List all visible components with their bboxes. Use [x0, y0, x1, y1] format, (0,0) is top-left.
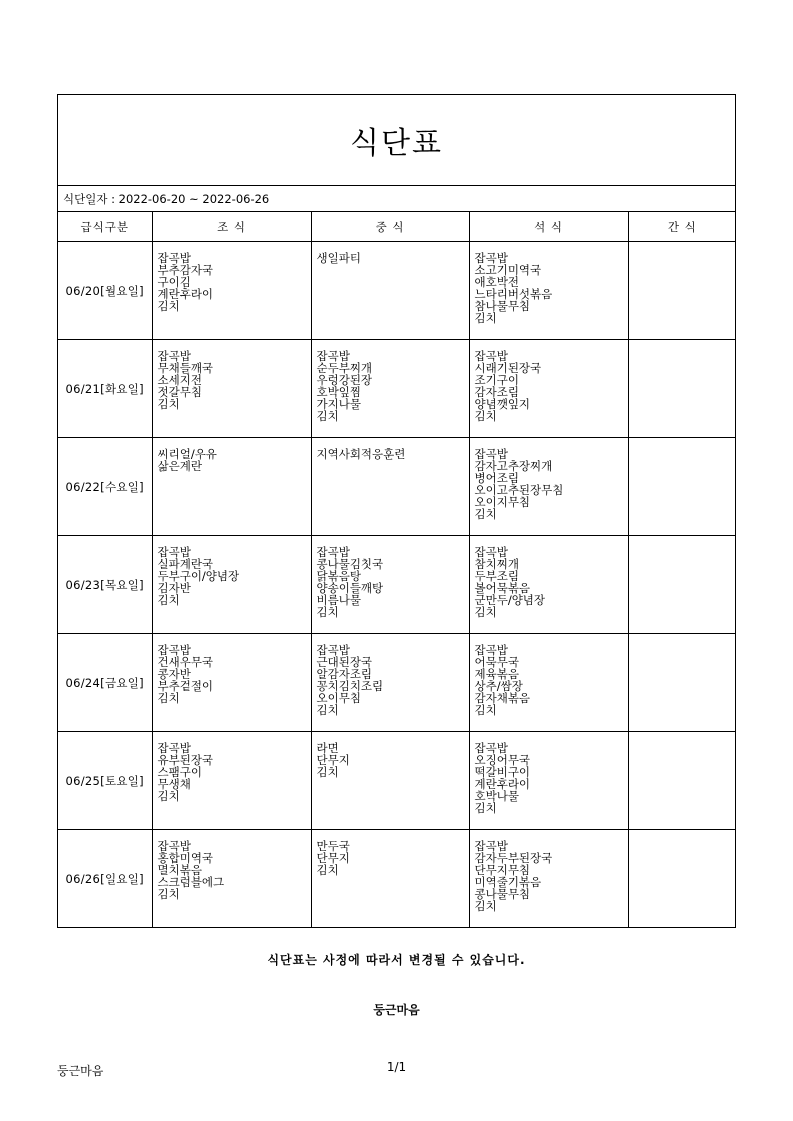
lunch-cell — [311, 732, 469, 830]
dish-list — [470, 732, 628, 814]
table-row — [58, 242, 736, 340]
dish-list — [153, 340, 311, 410]
snack-cell — [628, 340, 736, 438]
dish-list — [470, 830, 628, 912]
dish-item: 호박나물 — [474, 789, 519, 803]
dish-item: 김치 — [316, 863, 339, 877]
dish-item: 김치 — [474, 899, 497, 913]
dish-item: 무채들깨국 — [157, 361, 214, 375]
dish-item: 잡곡밥 — [157, 643, 191, 657]
dish-item: 잡곡밥 — [474, 545, 508, 559]
dinner-cell — [469, 732, 628, 830]
dish-item: 단무지 — [316, 851, 350, 865]
dish-item: 김치 — [316, 703, 339, 717]
dish-item: 잡곡밥 — [316, 545, 350, 559]
period-row — [58, 186, 735, 212]
dish-list — [470, 242, 628, 324]
dish-item: 김치 — [474, 507, 497, 521]
dish-list — [312, 438, 469, 460]
dish-list — [153, 242, 311, 312]
dish-item: 잡곡밥 — [474, 447, 508, 461]
dish-list — [312, 340, 469, 422]
table-header-row — [58, 212, 736, 242]
dish-item: 소고기미역국 — [474, 263, 542, 277]
breakfast-cell — [152, 634, 311, 732]
table-row — [58, 536, 736, 634]
dish-item: 잡곡밥 — [474, 251, 508, 265]
menu-sheet — [57, 94, 736, 928]
table-row — [58, 340, 736, 438]
dish-item: 어묵무국 — [474, 655, 519, 669]
dish-item: 잡곡밥 — [157, 741, 191, 755]
snack-cell — [628, 634, 736, 732]
dish-item: 스팸구이 — [157, 765, 202, 779]
dish-item: 김치 — [474, 605, 497, 619]
dish-item: 잡곡밥 — [157, 545, 191, 559]
dish-item: 김치 — [157, 789, 180, 803]
column-header-dinner: 석 식 — [469, 212, 628, 242]
dish-item: 단무지무침 — [474, 863, 531, 877]
date-cell: 06/24[금요일] — [58, 634, 152, 732]
dish-item: 감자조림 — [474, 385, 519, 399]
page-number: 1/1 — [386, 1060, 407, 1074]
dish-item: 시래기된장국 — [474, 361, 542, 375]
date-cell: 06/22[수요일] — [58, 438, 152, 536]
column-header-breakfast: 조 식 — [152, 212, 311, 242]
dinner-cell — [469, 438, 628, 536]
snack-cell — [628, 438, 736, 536]
dish-list — [153, 634, 311, 704]
lunch-cell — [311, 242, 469, 340]
page-title: 식단표 — [350, 126, 443, 161]
dish-list — [312, 634, 469, 716]
breakfast-cell — [152, 830, 311, 928]
dish-item: 오이무침 — [316, 691, 361, 705]
snack-cell — [628, 536, 736, 634]
dish-item: 두부조림 — [474, 569, 519, 583]
dish-list — [153, 830, 311, 900]
column-header-category: 급식구분 — [58, 212, 152, 242]
dish-item: 군만두/양념장 — [474, 593, 546, 607]
dish-item: 조기구이 — [474, 373, 519, 387]
breakfast-cell — [152, 536, 311, 634]
dish-item: 김자반 — [157, 581, 191, 595]
table-row — [58, 634, 736, 732]
dish-item: 병어조림 — [474, 471, 519, 485]
dish-item: 두부구이/양념장 — [157, 569, 240, 583]
lunch-cell — [311, 340, 469, 438]
dish-item: 감자채볶음 — [474, 691, 531, 705]
dish-item: 소세지전 — [157, 373, 202, 387]
table-row — [58, 830, 736, 928]
dish-item: 김치 — [474, 801, 497, 815]
dish-item: 스크럼블에그 — [157, 875, 225, 889]
table-row — [58, 732, 736, 830]
date-cell: 06/23[목요일] — [58, 536, 152, 634]
snack-cell — [628, 732, 736, 830]
breakfast-cell — [152, 438, 311, 536]
date-cell: 06/25[토요일] — [58, 732, 152, 830]
dish-item: 단무지 — [316, 753, 350, 767]
dish-item: 알감자조림 — [316, 667, 373, 681]
organization-name: 둥근마음 — [373, 1003, 420, 1017]
breakfast-cell — [152, 340, 311, 438]
dish-item: 잡곡밥 — [474, 839, 508, 853]
dish-item: 미역줄기볶음 — [474, 875, 542, 889]
dish-item: 구이김 — [157, 275, 191, 289]
dish-item: 젓갈무침 — [157, 385, 202, 399]
dish-item: 김치 — [157, 397, 180, 411]
dish-list — [470, 536, 628, 618]
dish-item: 참치찌개 — [474, 557, 519, 571]
dish-item: 부추겉절이 — [157, 679, 214, 693]
dish-list — [629, 438, 737, 448]
dish-item: 김치 — [157, 887, 180, 901]
dish-item: 김치 — [157, 691, 180, 705]
dish-item: 김치 — [316, 765, 339, 779]
dish-item: 생일파티 — [316, 251, 361, 265]
dish-item: 김치 — [474, 703, 497, 717]
dish-item: 닭볶음탕 — [316, 569, 361, 583]
dish-item: 라면 — [316, 741, 339, 755]
dish-item: 김치 — [157, 299, 180, 313]
dish-item: 콩자반 — [157, 667, 191, 681]
dish-item: 홍합미역국 — [157, 851, 214, 865]
dish-item: 김치 — [474, 311, 497, 325]
dish-item: 가지나물 — [316, 397, 361, 411]
breakfast-cell — [152, 732, 311, 830]
dish-item: 떡갈비구이 — [474, 765, 531, 779]
column-header-snack: 간 식 — [628, 212, 736, 242]
menu-table-body — [58, 242, 736, 928]
dish-item: 잡곡밥 — [474, 643, 508, 657]
dish-item: 부추감자국 — [157, 263, 214, 277]
table-row — [58, 438, 736, 536]
title-row — [58, 95, 735, 186]
breakfast-cell — [152, 242, 311, 340]
dish-item: 잡곡밥 — [157, 349, 191, 363]
dish-item: 김치 — [316, 409, 339, 423]
dish-item: 잡곡밥 — [474, 349, 508, 363]
dish-list — [153, 438, 311, 472]
dish-item: 볼어묵볶음 — [474, 581, 531, 595]
menu-table — [58, 212, 736, 927]
dinner-cell — [469, 830, 628, 928]
dish-item: 지역사회적응훈련 — [316, 447, 406, 461]
dish-item: 양념깻잎지 — [474, 397, 531, 411]
dish-list — [470, 438, 628, 520]
dish-item: 오징어무국 — [474, 753, 531, 767]
dish-list — [312, 732, 469, 778]
dish-list — [312, 536, 469, 618]
dish-item: 우렁강된장 — [316, 373, 373, 387]
footer-organization: 둥근마음 — [57, 1064, 104, 1078]
dinner-cell — [469, 242, 628, 340]
dish-item: 근대된장국 — [316, 655, 373, 669]
dish-list — [629, 732, 737, 742]
snack-cell — [628, 830, 736, 928]
date-cell: 06/26[일요일] — [58, 830, 152, 928]
dish-item: 오이고추된장무침 — [474, 483, 564, 497]
dish-list — [470, 340, 628, 422]
dish-item: 감자두부된장국 — [474, 851, 553, 865]
dinner-cell — [469, 340, 628, 438]
dish-list — [153, 536, 311, 606]
dish-item: 계란후라이 — [157, 287, 214, 301]
dish-item: 만두국 — [316, 839, 350, 853]
dish-item: 제육볶음 — [474, 667, 519, 681]
dish-item: 삶은계란 — [157, 459, 202, 473]
lunch-cell — [311, 438, 469, 536]
dish-item: 실파계란국 — [157, 557, 214, 571]
change-notice: 식단표는 사정에 따라서 변경될 수 있습니다. — [267, 953, 526, 967]
dish-item: 잡곡밥 — [316, 643, 350, 657]
dish-list — [153, 732, 311, 802]
dish-item: 감자고추장찌개 — [474, 459, 553, 473]
dish-item: 계란후라이 — [474, 777, 531, 791]
dish-item: 잡곡밥 — [316, 349, 350, 363]
dish-item: 콩나물김칫국 — [316, 557, 384, 571]
dish-item: 애호박전 — [474, 275, 519, 289]
dish-item: 유부된장국 — [157, 753, 214, 767]
dish-list — [629, 830, 737, 840]
dish-list — [470, 634, 628, 716]
dish-item: 잡곡밥 — [157, 251, 191, 265]
lunch-cell — [311, 536, 469, 634]
dish-item: 씨리얼/우유 — [157, 447, 217, 461]
dish-item: 호박잎찜 — [316, 385, 361, 399]
dish-item: 양송이들깨탕 — [316, 581, 384, 595]
dish-item: 잡곡밥 — [474, 741, 508, 755]
column-header-lunch: 중 식 — [311, 212, 469, 242]
dish-item: 잡곡밥 — [157, 839, 191, 853]
date-cell: 06/20[월요일] — [58, 242, 152, 340]
dish-item: 상추/쌈장 — [474, 679, 523, 693]
dish-list — [629, 536, 737, 546]
dish-item: 느타리버섯볶음 — [474, 287, 553, 301]
dish-item: 멸치볶음 — [157, 863, 202, 877]
dish-list — [629, 340, 737, 350]
dish-list — [312, 242, 469, 264]
dish-item: 무생채 — [157, 777, 191, 791]
dish-list — [629, 634, 737, 644]
lunch-cell — [311, 634, 469, 732]
dinner-cell — [469, 634, 628, 732]
dish-item: 건새우무국 — [157, 655, 214, 669]
lunch-cell — [311, 830, 469, 928]
dish-item: 참나물무침 — [474, 299, 531, 313]
menu-period: 식단일자 : 2022-06-20 ~ 2022-06-26 — [63, 191, 270, 206]
dinner-cell — [469, 536, 628, 634]
dish-list — [312, 830, 469, 876]
dish-item: 순두부찌개 — [316, 361, 373, 375]
dish-list — [629, 242, 737, 252]
dish-item: 오이지무침 — [474, 495, 531, 509]
dish-item: 김치 — [474, 409, 497, 423]
dish-item: 김치 — [157, 593, 180, 607]
dish-item: 콩나물무침 — [474, 887, 531, 901]
dish-item: 꽁치김치조림 — [316, 679, 384, 693]
dish-item: 김치 — [316, 605, 339, 619]
date-cell: 06/21[화요일] — [58, 340, 152, 438]
snack-cell — [628, 242, 736, 340]
dish-item: 비름나물 — [316, 593, 361, 607]
